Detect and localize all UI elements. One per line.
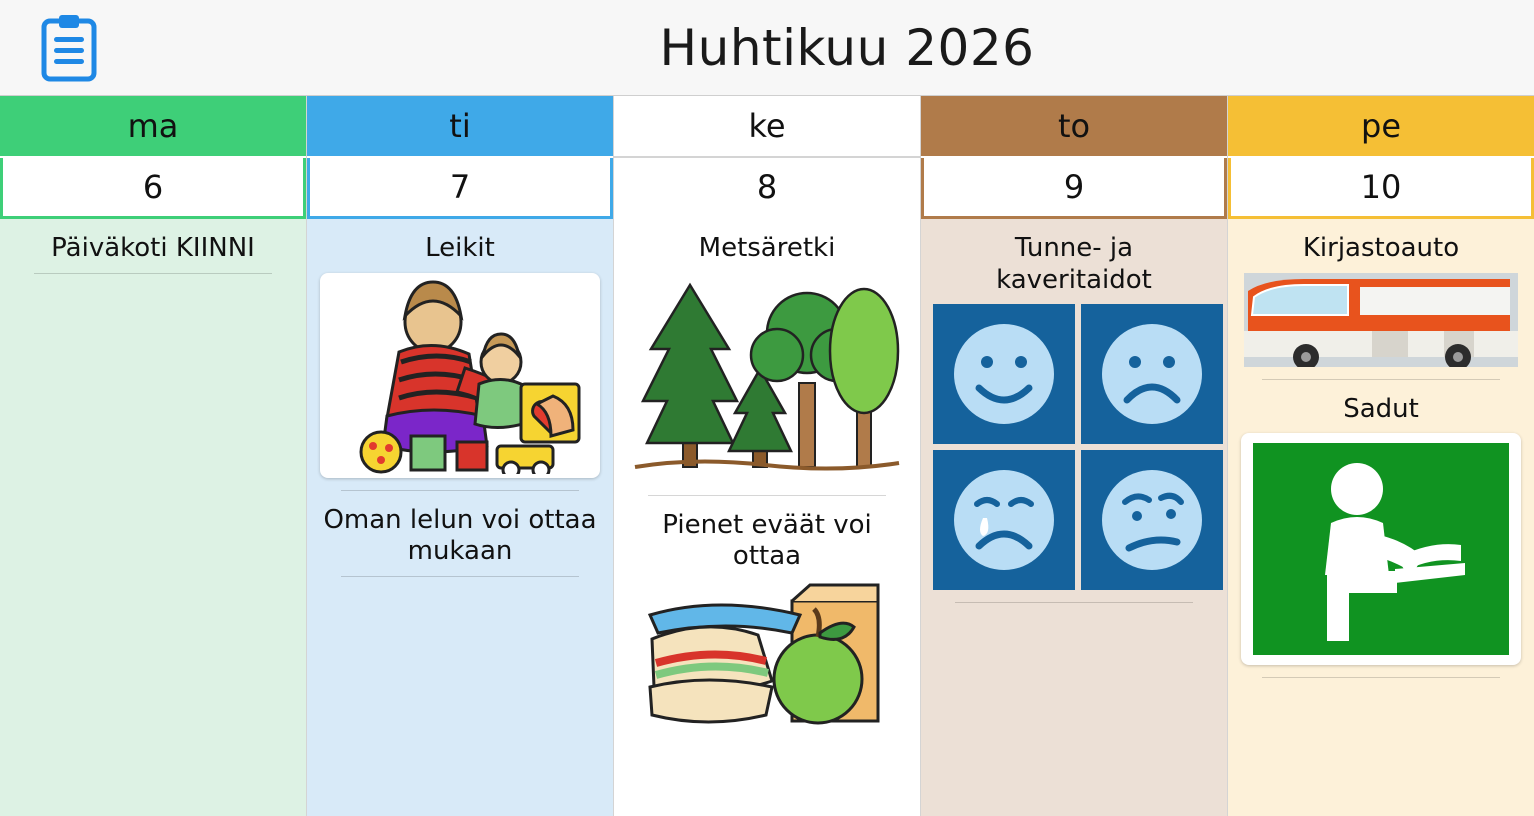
event-divider: [1262, 677, 1500, 678]
event-divider: [955, 602, 1193, 603]
four-emotion-faces-image[interactable]: [933, 304, 1223, 590]
page-title: Huhtikuu 2026: [659, 18, 1035, 77]
day-body-ti: [307, 219, 613, 816]
day-column-ke: [613, 96, 920, 816]
day-number-wrap-ke: [614, 158, 920, 219]
day-number-ma: 6: [3, 158, 303, 216]
day-column-pe: [1227, 96, 1534, 816]
day-column-to: [920, 96, 1227, 816]
day-number-wrap-ma: [0, 158, 306, 219]
day-body-ma: [0, 219, 306, 816]
sandwich-and-apple-image[interactable]: [642, 581, 892, 731]
day-number-ti: 7: [310, 158, 610, 216]
event-divider: [341, 490, 579, 491]
person-reading-book-pictogram[interactable]: [1241, 433, 1521, 665]
day-name-ke: ke: [614, 96, 920, 158]
event-title: Päiväkoti KIINNI: [51, 233, 255, 263]
week-grid: [0, 96, 1534, 816]
app-header: [0, 0, 1534, 96]
day-name-to: to: [921, 96, 1227, 158]
day-number-wrap-to: [921, 158, 1227, 219]
event-divider: [1262, 379, 1500, 380]
day-name-ma: ma: [0, 96, 306, 158]
day-number-wrap-ti: [307, 158, 613, 219]
day-name-pe: pe: [1228, 96, 1534, 158]
library-bus-image[interactable]: [1244, 273, 1518, 367]
event-divider: [648, 495, 886, 496]
day-number-to: 9: [924, 158, 1224, 216]
event-divider: [34, 273, 272, 274]
day-body-pe: [1228, 219, 1534, 816]
day-number-pe: 10: [1231, 158, 1531, 216]
day-body-to: [921, 219, 1227, 816]
event-title: Metsäretki: [698, 233, 836, 263]
event-title: Tunne- ja kaveritaidot: [996, 233, 1152, 295]
event-title: Kirjastoauto: [1302, 233, 1460, 263]
day-number-wrap-pe: [1228, 158, 1534, 219]
event-note: Oman lelun voi ottaa mukaan: [323, 504, 597, 567]
forest-trees-image[interactable]: [631, 273, 903, 483]
day-column-ma: [0, 96, 306, 816]
day-body-ke: [614, 219, 920, 816]
event-title: Sadut: [1343, 393, 1419, 424]
day-column-ti: [306, 96, 613, 816]
event-note: Pienet eväät voi ottaa: [662, 509, 872, 572]
event-divider: [341, 576, 579, 577]
day-number-ke: 8: [617, 158, 917, 216]
event-title: Leikit: [425, 233, 495, 263]
day-name-ti: ti: [307, 96, 613, 158]
child-playing-with-toys-image[interactable]: [320, 273, 600, 478]
